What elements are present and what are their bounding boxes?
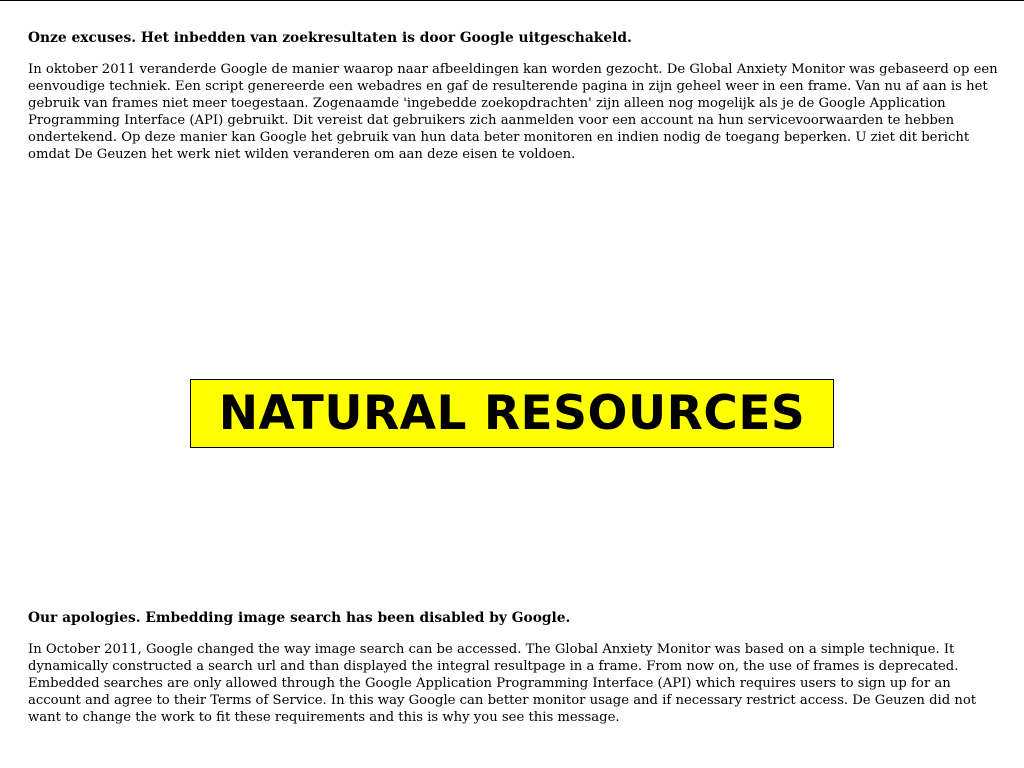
- english-notice: [28, 610, 1003, 726]
- dutch-notice: [28, 30, 1003, 163]
- dutch-heading: Onze excuses. Het inbedden van zoekresultaten is door Google uitgeschakeld.: [28, 30, 632, 46]
- natural-resources-banner: [190, 379, 834, 448]
- dutch-body-text: In oktober 2011 veranderde Google de manier waarop naar afbeeldingen kan worden gezocht. De Global Anxiety Monitor was gebaseerd op een eenvoudige techniek. Een script genereerde een webadres en gaf de resulterende pagina in zijn geheel weer in een frame. Van nu af aan is het gebruik van frames niet meer toegestaan. Zogenaamde 'ingebedde zoekopdrachten' zijn alleen nog mogelijk als je de Google Application Programming Interface (API) gebruikt. Dit vereist dat gebruikers zich aanmelden voor een account na hun servicevoorwaarden te hebben ondertekend. Op deze manier kan Google het gebruik van hun data beter monitoren en indien nodig de toegang beperken. U ziet dit bericht omdat De Geuzen het werk niet wilden veranderen om aan deze eisen te voldoen.: [28, 62, 998, 162]
- banner-title: NATURAL RESOURCES: [218, 386, 806, 441]
- english-body-text: In October 2011, Google changed the way image search can be accessed. The Global Anxiety Monitor was based on a simple technique. It dynamically constructed a search url and than displayed the integral resultpage in a frame. From now on, the use of frames is deprecated. Embedded searches are only allowed through the Google Application Programming Interface (API) which requires users to sign up for an account and agree to their Terms of Service. In this way Google can better monitor usage and if necessary restrict access. De Geuzen did not want to change the work to fit these requirements and this is why you see this message.: [28, 642, 977, 725]
- english-heading: Our apologies. Embedding image search has been disabled by Google.: [28, 610, 571, 626]
